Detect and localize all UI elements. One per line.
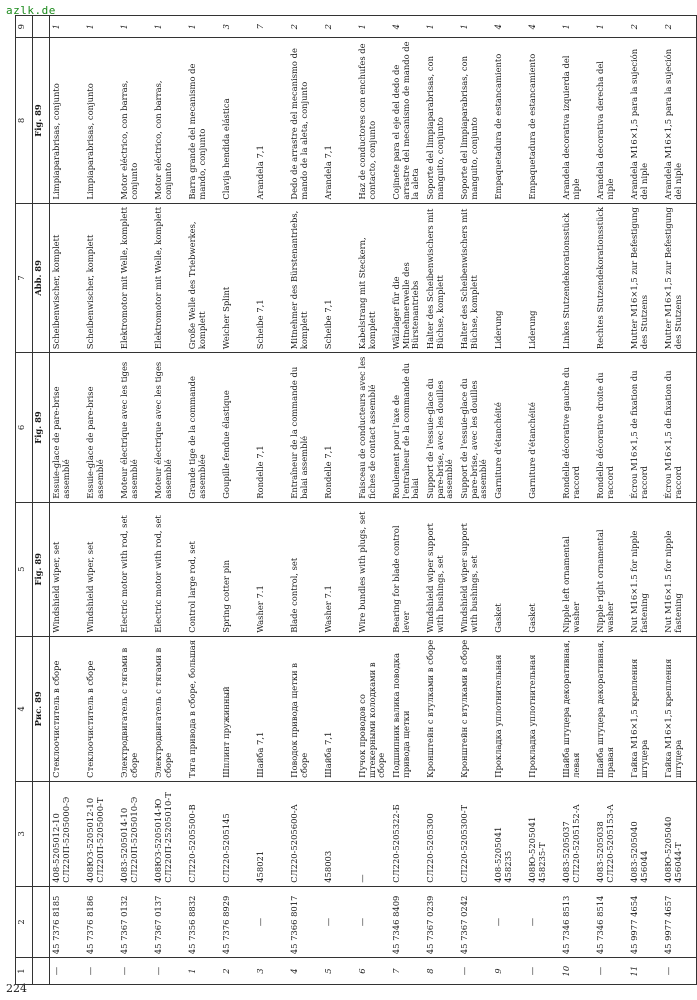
name-de-cell: Linkes Stutzendekorationsstück: [560, 203, 594, 353]
page-number: 224: [6, 982, 27, 995]
name-en-cell: Gasket: [492, 502, 526, 636]
name-es-cell: Arandela M16×1,5 para la sujeción del niple: [662, 38, 697, 203]
table-row: [84, 16, 118, 985]
catalog-number-cell: —: [254, 886, 288, 957]
part-number-cell: СЛ220-5205145: [220, 781, 254, 886]
table-row: [220, 16, 254, 985]
quantity-cell: 1: [152, 16, 186, 38]
position-cell: 5: [322, 958, 356, 985]
col-number: 6: [16, 353, 33, 503]
name-en-cell: Gasket: [526, 502, 560, 636]
catalog-number-cell: 45 7346 8513: [560, 886, 594, 957]
name-de-cell: Weicher Splint: [220, 203, 254, 353]
position-cell: —: [594, 958, 628, 985]
position-cell: —: [50, 958, 85, 985]
name-en-cell: Windshield wiper support with bushings, set: [458, 502, 492, 636]
table-row: [424, 16, 458, 985]
part-number-cell: 408ЮЗ-5205014-Ю СЛ220П-25205010-Т: [152, 781, 186, 886]
part-number-cell: 408-5205041 458235: [492, 781, 526, 886]
quantity-cell: 2: [322, 16, 356, 38]
table-row: [526, 16, 560, 985]
position-cell: 4: [288, 958, 322, 985]
name-es-cell: Arandela M16×1,5 para la sujeción del niple: [628, 38, 662, 203]
part-number-cell: СЛ220-5205300: [424, 781, 458, 886]
name-es-cell: Soporte del limpiaparabrisas, con manguito, conjunto: [458, 38, 492, 203]
quantity-cell: 3: [220, 16, 254, 38]
part-number-cell: 458003: [322, 781, 356, 886]
name-es-cell: Arandela 7,1: [254, 38, 288, 203]
position-cell: —: [84, 958, 118, 985]
name-de-cell: Elektromotor mit Welle, komplett: [152, 203, 186, 353]
name-fr-cell: Écrou M16×1,5 de fixation du raccord: [628, 353, 662, 503]
position-cell: 7: [390, 958, 424, 985]
name-fr-cell: Rondelle décorative gauche du raccord: [560, 353, 594, 503]
name-en-cell: Electric motor with rod, set: [152, 502, 186, 636]
catalog-number-cell: 45 7366 8017: [288, 886, 322, 957]
name-en-cell: Nipple right ornamental washer: [594, 502, 628, 636]
quantity-cell: 2: [288, 16, 322, 38]
table-row: [50, 16, 85, 985]
table-row: [118, 16, 152, 985]
table-row: [254, 16, 288, 985]
position-cell: 6: [356, 958, 390, 985]
position-cell: 8: [424, 958, 458, 985]
quantity-cell: 4: [492, 16, 526, 38]
name-es-cell: Limpiaparabrisas, conjunto: [50, 38, 85, 203]
part-number-cell: СЛ220-5205600-А: [288, 781, 322, 886]
col-number: 7: [16, 203, 33, 353]
catalog-number-cell: 45 7376 8185: [50, 886, 85, 957]
name-es-cell: Limpiaparabrisas, conjunto: [84, 38, 118, 203]
name-en-cell: Washer 7.1: [322, 502, 356, 636]
fig-header-de: Abb. 89: [33, 203, 50, 353]
table-row: [628, 16, 662, 985]
quantity-cell: 1: [356, 16, 390, 38]
position-cell: 11: [628, 958, 662, 985]
name-es-cell: Barra grande del mecanismo de mando, conjunto: [186, 38, 220, 203]
quantity-cell: 2: [628, 16, 662, 38]
name-en-cell: Windshield wiper, set: [50, 502, 85, 636]
name-fr-cell: Faisceau de conducteurs avec les fiches de contact assemblé: [356, 353, 390, 503]
quantity-cell: 1: [50, 16, 85, 38]
position-cell: —: [458, 958, 492, 985]
name-ru-cell: Шайба 7,1: [322, 636, 356, 781]
quantity-cell: 1: [84, 16, 118, 38]
part-number-cell: 458021: [254, 781, 288, 886]
name-de-cell: Liderung: [526, 203, 560, 353]
position-cell: 1: [186, 958, 220, 985]
name-fr-cell: Moteur électrique avec les tiges assemblé: [118, 353, 152, 503]
table-row: [662, 16, 697, 985]
name-ru-cell: Прокладка уплотнительная: [526, 636, 560, 781]
table-row: [356, 16, 390, 985]
name-en-cell: Wire bundles with plugs, set: [356, 502, 390, 636]
position-cell: —: [662, 958, 697, 985]
catalog-number-cell: 45 7367 0132: [118, 886, 152, 957]
name-es-cell: Motor eléctrico, con barras, conjunto: [152, 38, 186, 203]
table-row: [152, 16, 186, 985]
name-es-cell: Arandela decorativa derecha del niple: [594, 38, 628, 203]
name-es-cell: Motor eléctrico, con barras, conjunto: [118, 38, 152, 203]
position-cell: 10: [560, 958, 594, 985]
name-ru-cell: Тяга привода в сборе, большая: [186, 636, 220, 781]
catalog-number-cell: 45 7346 8409: [390, 886, 424, 957]
name-de-cell: Mutter M16×1,5 zur Befestigung des Stutzens: [628, 203, 662, 353]
name-fr-cell: Essuie-glace de pare-brise assemblé: [50, 353, 85, 503]
quantity-cell: 4: [526, 16, 560, 38]
quantity-cell: 1: [560, 16, 594, 38]
name-es-cell: Arandela decorativa izquierda del niple: [560, 38, 594, 203]
col-number: 9: [16, 16, 33, 38]
name-ru-cell: Поводок привода щетки в сборе: [288, 636, 322, 781]
name-en-cell: Windshield wiper, set: [84, 502, 118, 636]
table-row: [560, 16, 594, 985]
position-cell: 2: [220, 958, 254, 985]
table-row: [594, 16, 628, 985]
name-es-cell: Haz de conductores con enchufes de contacto, conjunto: [356, 38, 390, 203]
name-de-cell: Mitnehmer des Bürstenantriebs, komplett: [288, 203, 322, 353]
name-en-cell: Control large rod, set: [186, 502, 220, 636]
name-ru-cell: Шайба штуцера декоративная, правая: [594, 636, 628, 781]
fig-header-fr: Fig. 89: [33, 353, 50, 503]
table-row: [186, 16, 220, 985]
name-fr-cell: Rondelle décorative droite du raccord: [594, 353, 628, 503]
catalog-number-cell: —: [322, 886, 356, 957]
table-row: [458, 16, 492, 985]
quantity-cell: 1: [424, 16, 458, 38]
col-number: 1: [16, 958, 33, 985]
position-cell: —: [526, 958, 560, 985]
catalog-number-cell: 45 9977 4657: [662, 886, 697, 957]
table-row: [492, 16, 526, 985]
name-en-cell: Nut M16×1.5 for nipple fastening: [662, 502, 697, 636]
name-fr-cell: Roulement pour l'axe de l'entraîneur de la commande du balai: [390, 353, 424, 503]
name-es-cell: Dedo de arrastre del mecanismo de mando de la aleta, conjunto: [288, 38, 322, 203]
name-es-cell: Soporte del limpiaparabrisas, con manguito, conjunto: [424, 38, 458, 203]
catalog-number-cell: 45 7356 8832: [186, 886, 220, 957]
part-number-cell: СЛ220-5205500-В: [186, 781, 220, 886]
name-en-cell: Blade control, set: [288, 502, 322, 636]
name-es-cell: Cojinete para el eje del dedo de arrastre del mecanismo de mando de la aleta: [390, 38, 424, 203]
name-de-cell: Wälzlager für die Mitnehmerwelle des Bürstenantriebs: [390, 203, 424, 353]
name-ru-cell: Гайка M16×1,5 крепления штуцера: [662, 636, 697, 781]
position-cell: 3: [254, 958, 288, 985]
catalog-number-cell: 45 7376 8929: [220, 886, 254, 957]
name-es-cell: Arandela 7,1: [322, 38, 356, 203]
name-fr-cell: Rondelle 7,1: [322, 353, 356, 503]
name-fr-cell: Grande tige de la commande assemblée: [186, 353, 220, 503]
name-en-cell: Washer 7.1: [254, 502, 288, 636]
name-ru-cell: Подшипник валика поводка привода щетки: [390, 636, 424, 781]
part-number-cell: 4083-5205038 СЛ220-5205153-А: [594, 781, 628, 886]
name-de-cell: Halter des Scheibenwischers mit Büchse, komplett: [458, 203, 492, 353]
name-de-cell: Halter des Scheibenwischers mit Büchse, komplett: [424, 203, 458, 353]
name-de-cell: Große Welle des Triebwerkes, komplett: [186, 203, 220, 353]
fig-header-es: Fig. 89: [33, 38, 50, 203]
quantity-cell: 7: [254, 16, 288, 38]
name-ru-cell: Стеклоочиститель в сборе: [50, 636, 85, 781]
col-number: 8: [16, 38, 33, 203]
name-ru-cell: Кронштейн с втулками в сборе: [424, 636, 458, 781]
table-row: [322, 16, 356, 985]
name-fr-cell: Rondelle 7,1: [254, 353, 288, 503]
name-de-cell: Scheibe 7,1: [322, 203, 356, 353]
quantity-cell: 1: [594, 16, 628, 38]
name-fr-cell: Moteur électrique avec les tiges assemblé: [152, 353, 186, 503]
catalog-number-cell: —: [492, 886, 526, 957]
col-number: 3: [16, 781, 33, 886]
part-number-cell: 408Ю-5205041 458235-Т: [526, 781, 560, 886]
quantity-cell: 2: [662, 16, 697, 38]
col-number: 2: [16, 886, 33, 957]
part-number-cell: —: [356, 781, 390, 886]
name-de-cell: Liderung: [492, 203, 526, 353]
part-number-cell: СЛ220-5205322-Б: [390, 781, 424, 886]
quantity-cell: 1: [118, 16, 152, 38]
part-number-cell: 408ЮЗ-5205012-10 СЛ220П-5205000-Т: [84, 781, 118, 886]
part-number-cell: 408Ю-5205040 456044-Т: [662, 781, 697, 886]
name-fr-cell: Entraîneur de la commande du balai assemblé: [288, 353, 322, 503]
name-fr-cell: Support de l'essuie-glace du pare-brise, avec les douilles assemblé: [424, 353, 458, 503]
name-en-cell: Nipple left ornamental washer: [560, 502, 594, 636]
name-ru-cell: Электродвигатель с тягами в сборе: [118, 636, 152, 781]
name-ru-cell: Шайба 7,1: [254, 636, 288, 781]
name-es-cell: Empaquetadura de estancamiento: [526, 38, 560, 203]
name-fr-cell: Goupille fendue élastique: [220, 353, 254, 503]
part-number-cell: 4083-5205014-10 СЛ220П-5205010-Э: [118, 781, 152, 886]
name-de-cell: Rechtes Stutzendekorationsstück: [594, 203, 628, 353]
position-cell: 9: [492, 958, 526, 985]
col-number: 5: [16, 502, 33, 636]
name-fr-cell: Support de l'essuie-glace du pare-brise, avec les douilles assemblé: [458, 353, 492, 503]
name-ru-cell: Шайба штуцера декоративная, левая: [560, 636, 594, 781]
name-en-cell: Nut M16×1.5 for nipple fastening: [628, 502, 662, 636]
table-row: [390, 16, 424, 985]
name-ru-cell: Гайка M16×1,5 крепления штуцера: [628, 636, 662, 781]
name-es-cell: Clavija hendida elástica: [220, 38, 254, 203]
name-ru-cell: Кронштейн с втулками в сборе: [458, 636, 492, 781]
name-en-cell: Electric motor with rod, set: [118, 502, 152, 636]
col-number: 4: [16, 636, 33, 781]
catalog-number-cell: —: [356, 886, 390, 957]
quantity-cell: 4: [390, 16, 424, 38]
name-de-cell: Scheibenwischer, komplett: [50, 203, 85, 353]
name-fr-cell: Garniture d'étanchéité: [526, 353, 560, 503]
name-de-cell: Elektromotor mit Welle, komplett: [118, 203, 152, 353]
name-fr-cell: Garniture d'étanchéité: [492, 353, 526, 503]
catalog-number-cell: 45 9977 4654: [628, 886, 662, 957]
name-de-cell: Scheibe 7,1: [254, 203, 288, 353]
catalog-number-cell: 45 7367 0239: [424, 886, 458, 957]
name-es-cell: Empaquetadura de estancamiento: [492, 38, 526, 203]
position-cell: —: [152, 958, 186, 985]
parts-rows: [50, 16, 697, 985]
name-en-cell: Spring cotter pin: [220, 502, 254, 636]
name-ru-cell: Стеклоочиститель в сборе: [84, 636, 118, 781]
site-watermark: azlk.de: [6, 4, 56, 17]
name-fr-cell: Écrou M16×1,5 de fixation du raccord: [662, 353, 697, 503]
position-cell: —: [118, 958, 152, 985]
column-number-row: [16, 16, 33, 985]
name-ru-cell: Пучок проводов со штекерными колодками в сборе: [356, 636, 390, 781]
name-en-cell: Bearing for blade control lever: [390, 502, 424, 636]
catalog-number-cell: —: [526, 886, 560, 957]
quantity-cell: 1: [458, 16, 492, 38]
part-number-cell: 4083-5205037 СЛ220-5205152-А: [560, 781, 594, 886]
name-de-cell: Scheibenwischer, komplett: [84, 203, 118, 353]
quantity-cell: 1: [186, 16, 220, 38]
part-number-cell: СЛ220-5205300-Т: [458, 781, 492, 886]
catalog-number-cell: 45 7376 8186: [84, 886, 118, 957]
rotated-parts-table: [15, 15, 683, 985]
name-fr-cell: Essuie-glace de pare-brise assemblé: [84, 353, 118, 503]
part-number-cell: 4083-5205040 456044: [628, 781, 662, 886]
name-en-cell: Windshield wiper support with bushings, set: [424, 502, 458, 636]
name-ru-cell: Прокладка уплотнительная: [492, 636, 526, 781]
catalog-number-cell: 45 7346 8514: [594, 886, 628, 957]
table-row: [288, 16, 322, 985]
name-de-cell: Mutter M16×1,5 zur Befestigung des Stutzens: [662, 203, 697, 353]
parts-table: [15, 15, 697, 985]
catalog-number-cell: 45 7367 0242: [458, 886, 492, 957]
fig-header-en: Fig. 89: [33, 502, 50, 636]
catalog-number-cell: 45 7367 0137: [152, 886, 186, 957]
name-ru-cell: Электродвигатель с тягами в сборе: [152, 636, 186, 781]
fig-header-ru: Рис. 89: [33, 636, 50, 781]
part-number-cell: 408-5205012-10 СЛ220П-5205000-Э: [50, 781, 85, 886]
figure-header-row: [33, 16, 50, 985]
name-de-cell: Kabelstrang mit Steckern, komplett: [356, 203, 390, 353]
name-ru-cell: Шплинт пружинный: [220, 636, 254, 781]
